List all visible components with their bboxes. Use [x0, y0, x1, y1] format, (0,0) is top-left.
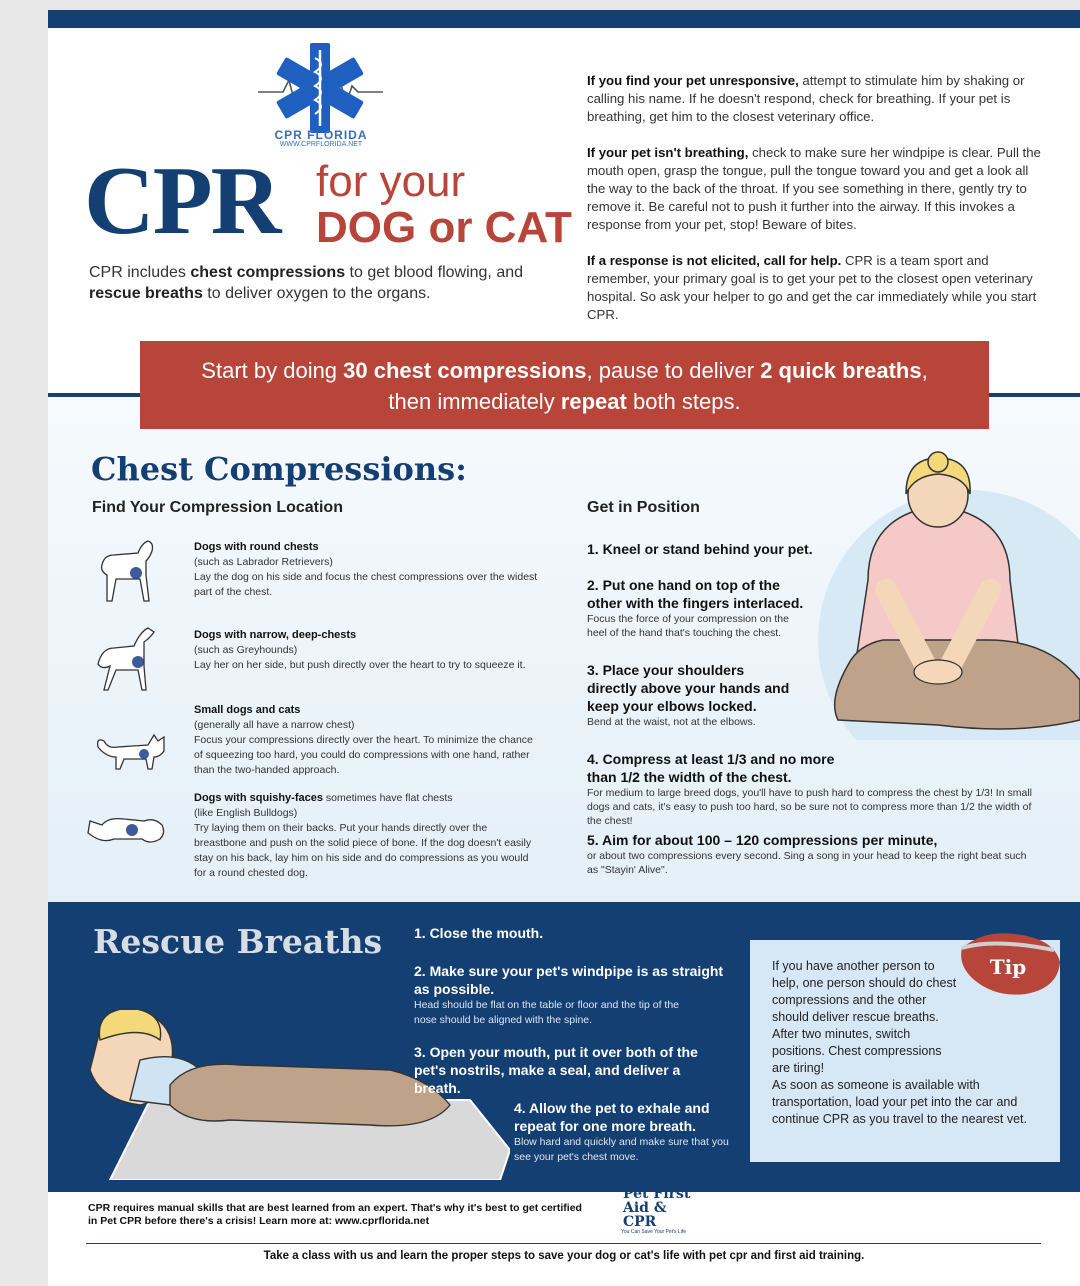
instruction-banner: Start by doing 30 chest compressions, pause to deliver 2 quick breaths, then immediately repeat both steps.	[140, 341, 989, 429]
intro-unresponsive: If you find your pet unresponsive, attempt to stimulate him by shaking or calling his name. If he doesn't respond, check for breathing. If your pet is breathing, get him to the closest veterinary office.	[587, 73, 1025, 124]
intro-text: CPR includes chest compressions to get blood flowing, and rescue breaths to deliver oxygen to the organs.	[89, 264, 524, 302]
title-dog-or-cat: DOG or CAT	[316, 203, 572, 252]
rescue-step-2: 2. Make sure your pet's windpipe is as straight as possible. Head should be flat on the table or floor and the tip of the nose should be aligned with the spine.	[414, 963, 724, 1026]
rescue-step-1: 1. Close the mouth.	[414, 925, 544, 941]
tip-label: Tip	[989, 955, 1027, 979]
footer-note: CPR requires manual skills that are best learned from an expert. That's why it's best to get certified in Pet CPR before there's a crisis! Learn more at: www.cprflorida.net	[88, 1202, 582, 1227]
position-step-3: 3. Place your shoulders directly above your hands and keep your elbows locked. Bend at the waist, not at the elbows.	[587, 662, 790, 728]
position-step-4: 4. Compress at least 1/3 and no more than 1/2 the width of the chest. For medium to large breed dogs, you'll have to push hard to compress the chest by 1/3! In small dogs and cats, it's easy to push too hard, so be sure not to compress more than 1/2 the width of the chest!	[587, 751, 1032, 827]
location-squishy-faces: Dogs with squishy-faces sometimes have flat chests (like English Bulldogs) Try laying them on their backs. Put your hands directly over the breastbone and push on the solid piece of bone. If the dog doesn't easily stay on his back, lay him on his side and do compressions as you would for a round chested dog.	[194, 792, 532, 879]
location-round-chest: Dogs with round chests (such as Labrador Retrievers) Lay the dog on his side and focus the chest compressions over the widest part of the chest.	[194, 541, 538, 598]
compression-illustration	[788, 450, 1080, 740]
position-step-5: 5. Aim for about 100 – 120 compressions per minute, or about two compressions every second. Sing a song in your head to keep the right beat such as "Stayin' Alive".	[587, 832, 1027, 876]
find-location-heading: Find Your Compression Location	[92, 499, 343, 516]
deep-chest-dog-icon	[94, 620, 158, 692]
chest-compressions-heading: Chest Compressions:	[91, 450, 467, 488]
tip-text-1: If you have another person to help, one person should do chest compressions and the other should deliver rescue breaths. After two minutes, switch positions. Chest compressions are tiring!	[772, 959, 957, 1075]
logo-url: WWW.CPRFLORIDA.NET	[279, 141, 363, 148]
cat-icon	[94, 727, 172, 771]
location-small-dogs-cats: Small dogs and cats (generally all have a narrow chest) Focus your compressions directly over the heart. To minimize the chance of squeezing too hard, you could do compressions with one hand, rather than the two-handed approach.	[194, 704, 533, 776]
tip-text-2: As soon as someone is available with transportation, load your pet into the car and continue CPR as you travel to the nearest vet.	[772, 1078, 1027, 1126]
rescue-step-3: 3. Open your mouth, put it over both of the pet's nostrils, make a seal, and deliver a breath.	[414, 1044, 698, 1096]
position-step-1: 1. Kneel or stand behind your pet.	[587, 541, 813, 557]
logo-org-name: CPR FLORIDA	[274, 128, 368, 142]
intro-not-breathing: If your pet isn't breathing, check to make sure her windpipe is clear. Pull the mouth open, grasp the tongue, pull the tongue toward you and get a look all the way to the back of the throat. If you see something in there, gently try to remove it. Be careful not to push it further into the airway. If this invokes a response from your pet, stop! Beware of bites.	[587, 145, 1041, 232]
get-in-position-heading: Get in Position	[587, 499, 700, 516]
location-deep-chest: Dogs with narrow, deep-chests (such as Greyhounds) Lay her on her side, but push directly over the heart to try to squeeze it.	[194, 629, 526, 671]
title-for-your: for your	[316, 157, 466, 206]
bulldog-icon	[84, 803, 170, 851]
rescue-step-4: 4. Allow the pet to exhale and repeat for one more breath. Blow hard and quickly and make sure that you see your pet's chest move.	[514, 1100, 729, 1163]
footer-cta: Take a class with us and learn the proper steps to save your dog or cat's life with pet cpr and first aid training.	[263, 1250, 865, 1262]
round-chest-dog-icon	[94, 535, 158, 605]
rescue-breaths-heading: Rescue Breaths	[93, 922, 383, 961]
title-cpr: CPR	[84, 147, 280, 255]
position-step-2: 2. Put one hand on top of the other with the fingers interlaced. Focus the force of your compression on the heel of the hand that's touching the chest.	[587, 577, 804, 639]
footer-divider	[86, 1243, 1041, 1244]
top-bar	[48, 10, 1080, 28]
poster: CPR FLORIDA WWW.CPRFLORIDA.NET CPR for your DOG or CAT CPR includes chest compressions to get blood flowing, and rescue breaths to deliver oxygen to the organs. If you find your pet unresponsive, attempt to stimulate him by shaking or calling his name. If he doesn't respond, check for breathing. If your pet is breathing, get him to the closest veterinary office. If your pet isn't breathing, check to make sure her windpipe is clear. Pull the mouth open, grasp the tongue, pull the tongue toward you and get a look all the way to the back of the throat. If you see something in there, gently try to remove it. Be careful not to push it further into the airway. If this invokes a response from your pet, stop! Beware of bites. If a response is not elicited, call for help. CPR is a team sport and remember, your primary goal is to get your pet to the closest open veterinary hospital. So ask your helper to go and get the car immediately while you start CPR. Start by doing 30 chest compressions, pause to deliver 2 quick breaths, then immediately repeat both steps. Chest Compressions: Find Your Compression Location Get in Position Dogs with round chests (such as Labrador Retrievers) Lay the dog on his side and focus the chest compressions over the widest part of the chest. Dogs with narrow, deep-chests (such as Greyhounds) Lay her on her side, but push directly over the heart to try to squeeze it. Small dogs and cats (generally all have a narrow chest) Focus your compressions directly over the heart. To minimize the chance of squeezing too hard, you could do compressions with one hand, rather than the two-handed approach. Dogs with squishy-faces sometimes have flat chests (like English Bulldogs) Try laying them on their backs. Put your hands directly over the breastbone and push on the solid piece of bone. If the dog doesn't easily stay on his back, lay him on his side and do compressions as you would for a round chested dog. 1. Kneel or stand behind your pet. 2. Put one hand on top of the other with the fingers interlaced. Focus the force of your compression on the heel of the hand that's touching the chest. 3. Place your shoulders directly above your hands and keep your elbows locked. Bend at the waist, not at the elbows. 4. Compress at least 1/3 and no more than 1/2 the width of the chest. For medium to large breed dogs, you'll have to push hard to compress the chest by 1/3! In small dogs and cats, it's easy to push too hard, so be sure not to compress more than 1/2 the width of the chest! 5. Aim for about 100 – 120 compressions per minute, or about two compressions every second. Sing a song in your head to keep the right beat such as "Stayin' Alive". Rescue Breaths 1. Close the mouth. 2. Make sure your pet's windpipe is as straight as possible. Head should be flat on the table or floor and the tip of the nose should be aligned with the spine. 3. Open your mouth, put it over both of the pet's nostrils, make a seal, and deliver a breath. 4. Allow the pet to exhale and repeat for one more breath. Blow hard and quickly and make sure that you see your pet's chest move. Tip If you have another person to help, one person should do chest compressions and the other should deliver rescue breaths. After two minutes, switch positions. Chest compressions are tiring! As soon as someone is available with transportation, load your pet into the car and continue CPR as you travel to the nearest vet. CPR requires manual skills that are best learned from an expert. That's why it's best to get certified in Pet CPR before there's a crisis! Learn more at: www.cprflorida.net Pet First Aid & CPR You Can Save Your Pet's Life Take a class with us and learn the proper steps to save your dog or cat's life with pet cpr and first aid training.	[48, 10, 1080, 1286]
intro-call-help: If a response is not elicited, call for help. CPR is a team sport and remember, your primary goal is to get your pet to the closest open veterinary hospital. So ask your helper to go and get the car immediately while you start CPR.	[587, 253, 1037, 322]
